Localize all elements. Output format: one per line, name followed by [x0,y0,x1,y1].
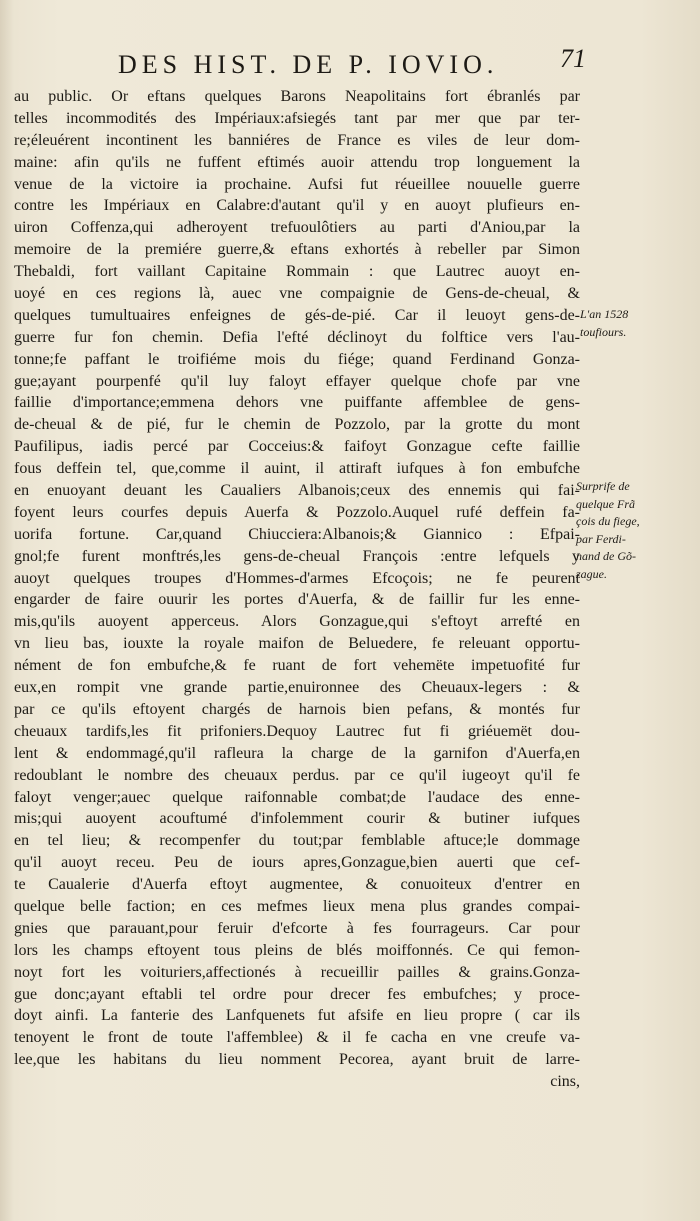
text-line: quelque belle faction; en ces mefmes lieux mena plus grandes compai- [14,897,580,915]
text-line: en enuoyant deuant les Caualiers Albanois;ceux des ennemis qui fai- [14,482,580,500]
margin-note-line: toufiours. [580,324,627,339]
text-line: foyent leurs courfes depuis Auerfa & Pozzolo.Auquel rufé deffein fa- [14,503,580,521]
text-line: tonne;fe paffant le troifiéme mois du fiége; quand Ferdinand Gonza- [14,350,580,368]
text-line: par ce qu'ils eftoyent chargés de harnois bien pefans, & montés fur [14,700,580,718]
margin-note-line: L'an 1528 [580,307,629,321]
text-line: Paufilipus, iadis percé par Cocceius:& faifoyt Gonzague cefte faillie [14,438,580,456]
text-line: telles incommodités des Impériaux:afsiegés tant par mer que par ter- [14,109,580,127]
running-title: DES HIST. DE P. IOVIO. [118,50,499,79]
margin-note-line: quelque Frã [576,496,635,511]
text-line: nément de fon embufche,& fe ruant de fort vehemëte impetuofité fur [14,657,580,675]
text-line: lent & endommagé,qu'il rafleura la charge de la garnifon d'Auerfa,en [14,744,580,762]
text-line: uorifa fortune. Car,quand Chiucciera:Albanois;& Giannico : Efpai- [14,525,580,543]
text-line: re;éleuérent incontinent les banniéres de France es viles de leur dom- [14,131,580,149]
text-line: venue de la victoire ia prochaine. Aufsi fut réueillee nouuelle guerre [14,175,580,193]
text-line: gue;ayant pourpenfé qu'il luy faloyt effayer quelque chofe par vne [14,372,580,390]
text-line: faillie d'importance;emmena dehors vne puiffante affemblee de gens- [14,394,580,412]
text-line: en tel lieu; & recompenfer du tout;par femblable aftuce;le dommage [14,832,580,850]
text-line: qu'il auoyt receu. Peu de iours apres,Gonzague,bien auerti que cef- [14,854,580,872]
text-line: memoire de la premiére guerre,& eftans exhortés à rebeller par Simon [14,241,580,259]
text-line: mis,qu'ils auoyent apperceus. Alors Gonzague,qui s'eftoyt arrefté en [14,613,580,631]
catchword: cins, [550,1073,580,1091]
text-line: faloyt venger;auec quelque raifonnable combat;de l'audace des enne- [14,788,580,806]
margin-note-year [580,306,628,341]
text-line: quelques tumultuaires enfeignes de gés-de-pié. Car il leuoyt gens-de- [14,306,580,324]
page-number: 71 [560,44,586,73]
margin-note-line: nand de Gõ- [576,549,636,563]
text-line: uoyé en ces regions là, auec vne compaignie de Gens-de-cheual, & [14,285,580,303]
text-line: vn lieu bas, iouxte la royale maifon de Beluedere, fe releuant opportu- [14,635,580,653]
margin-note-line: Surprife de [576,479,630,493]
margin-note-line: çois du fiege, [576,514,640,528]
text-line: mis;qui auoyent acouftumé d'infolemment courir & butiner iufques [14,810,580,828]
text-line: eux,en rompit vne grande partie,enuironnee des Cheuaux-legers : & [14,679,580,697]
text-line: gnol;fe furent monftrés,les gens-de-cheual François :entre lefquels y [14,547,580,565]
text-line: guerre fur fon chemin. Defia l'efté déclinoyt du folftice vers l'au- [14,328,580,346]
text-line: redoublant le nombre des cheuaux perdus. par ce qu'il iugeoyt qu'il fe [14,766,580,784]
text-line: gue donc;ayant eftabli tel ordre pour drecer fes embufches; y proce- [14,985,580,1003]
text-line: lors les champs eftoyent tous pleins de blés moiffonnés. Ce qui femon- [14,941,580,959]
text-line: Thebaldi, fort vaillant Capitaine Rommain : que Lautrec auoyt en- [14,263,580,281]
text-line: engarder de faire ouurir les portes d'Auerfa, & de faillir fur les enne- [14,591,580,609]
text-line: noyt fort les voituriers,affectionés à recueillir pailles & grains.Gonza- [14,963,580,981]
text-line: de-cheual & de pié, fur le chemin de Pozzolo, par la grotte du mont [14,416,580,434]
margin-note-line: par Ferdi- [576,531,626,546]
text-line: gnies que parauant,pour feruir d'efcorte à fes fourrageurs. Car pour [14,919,580,937]
text-line: doyt ainfi. La fanterie des Lanfquenets fut afsife en lieu propre ( car ils [14,1007,580,1025]
text-line: auoyt quelques troupes d'Hommes-d'armes Efcoçois; ne fe peurent [14,569,580,587]
text-line: tenoyent le front de toute l'affemblee) & il fe cacha en vne creufe va- [14,1029,580,1047]
text-line: cheuaux tardifs,les fit prifoniers.Dequoy Lautrec fut fi griéuemët dou- [14,722,580,740]
text-line: te Caualerie d'Auerfa eftoyt augmentee, & conuoiteux d'entrer en [14,876,580,894]
text-line: fous deffein tel, que,comme il auint, il attiraft iufques à fon embufche [14,460,580,478]
text-line: maine: afin qu'ils ne fuffent eftimés auoir attendu trop longuement la [14,153,580,171]
text-line: lee,que les habitans du lieu nomment Pecorea, ayant bruit de larre- [14,1051,580,1069]
margin-note-line: zague. [576,566,607,581]
margin-note-surprise [576,478,640,583]
text-line: contre les Impériaux en Calabre:d'autant qu'il y en auoyt plufieurs en- [14,197,580,215]
text-line: au public. Or eftans quelques Barons Neapolitains fort ébranlés par [14,88,580,105]
body-text [14,86,580,1093]
text-line: uiron Coffenza,qui adheroyent trefuoulôtiers au parti d'Aniou,par la [14,219,580,237]
